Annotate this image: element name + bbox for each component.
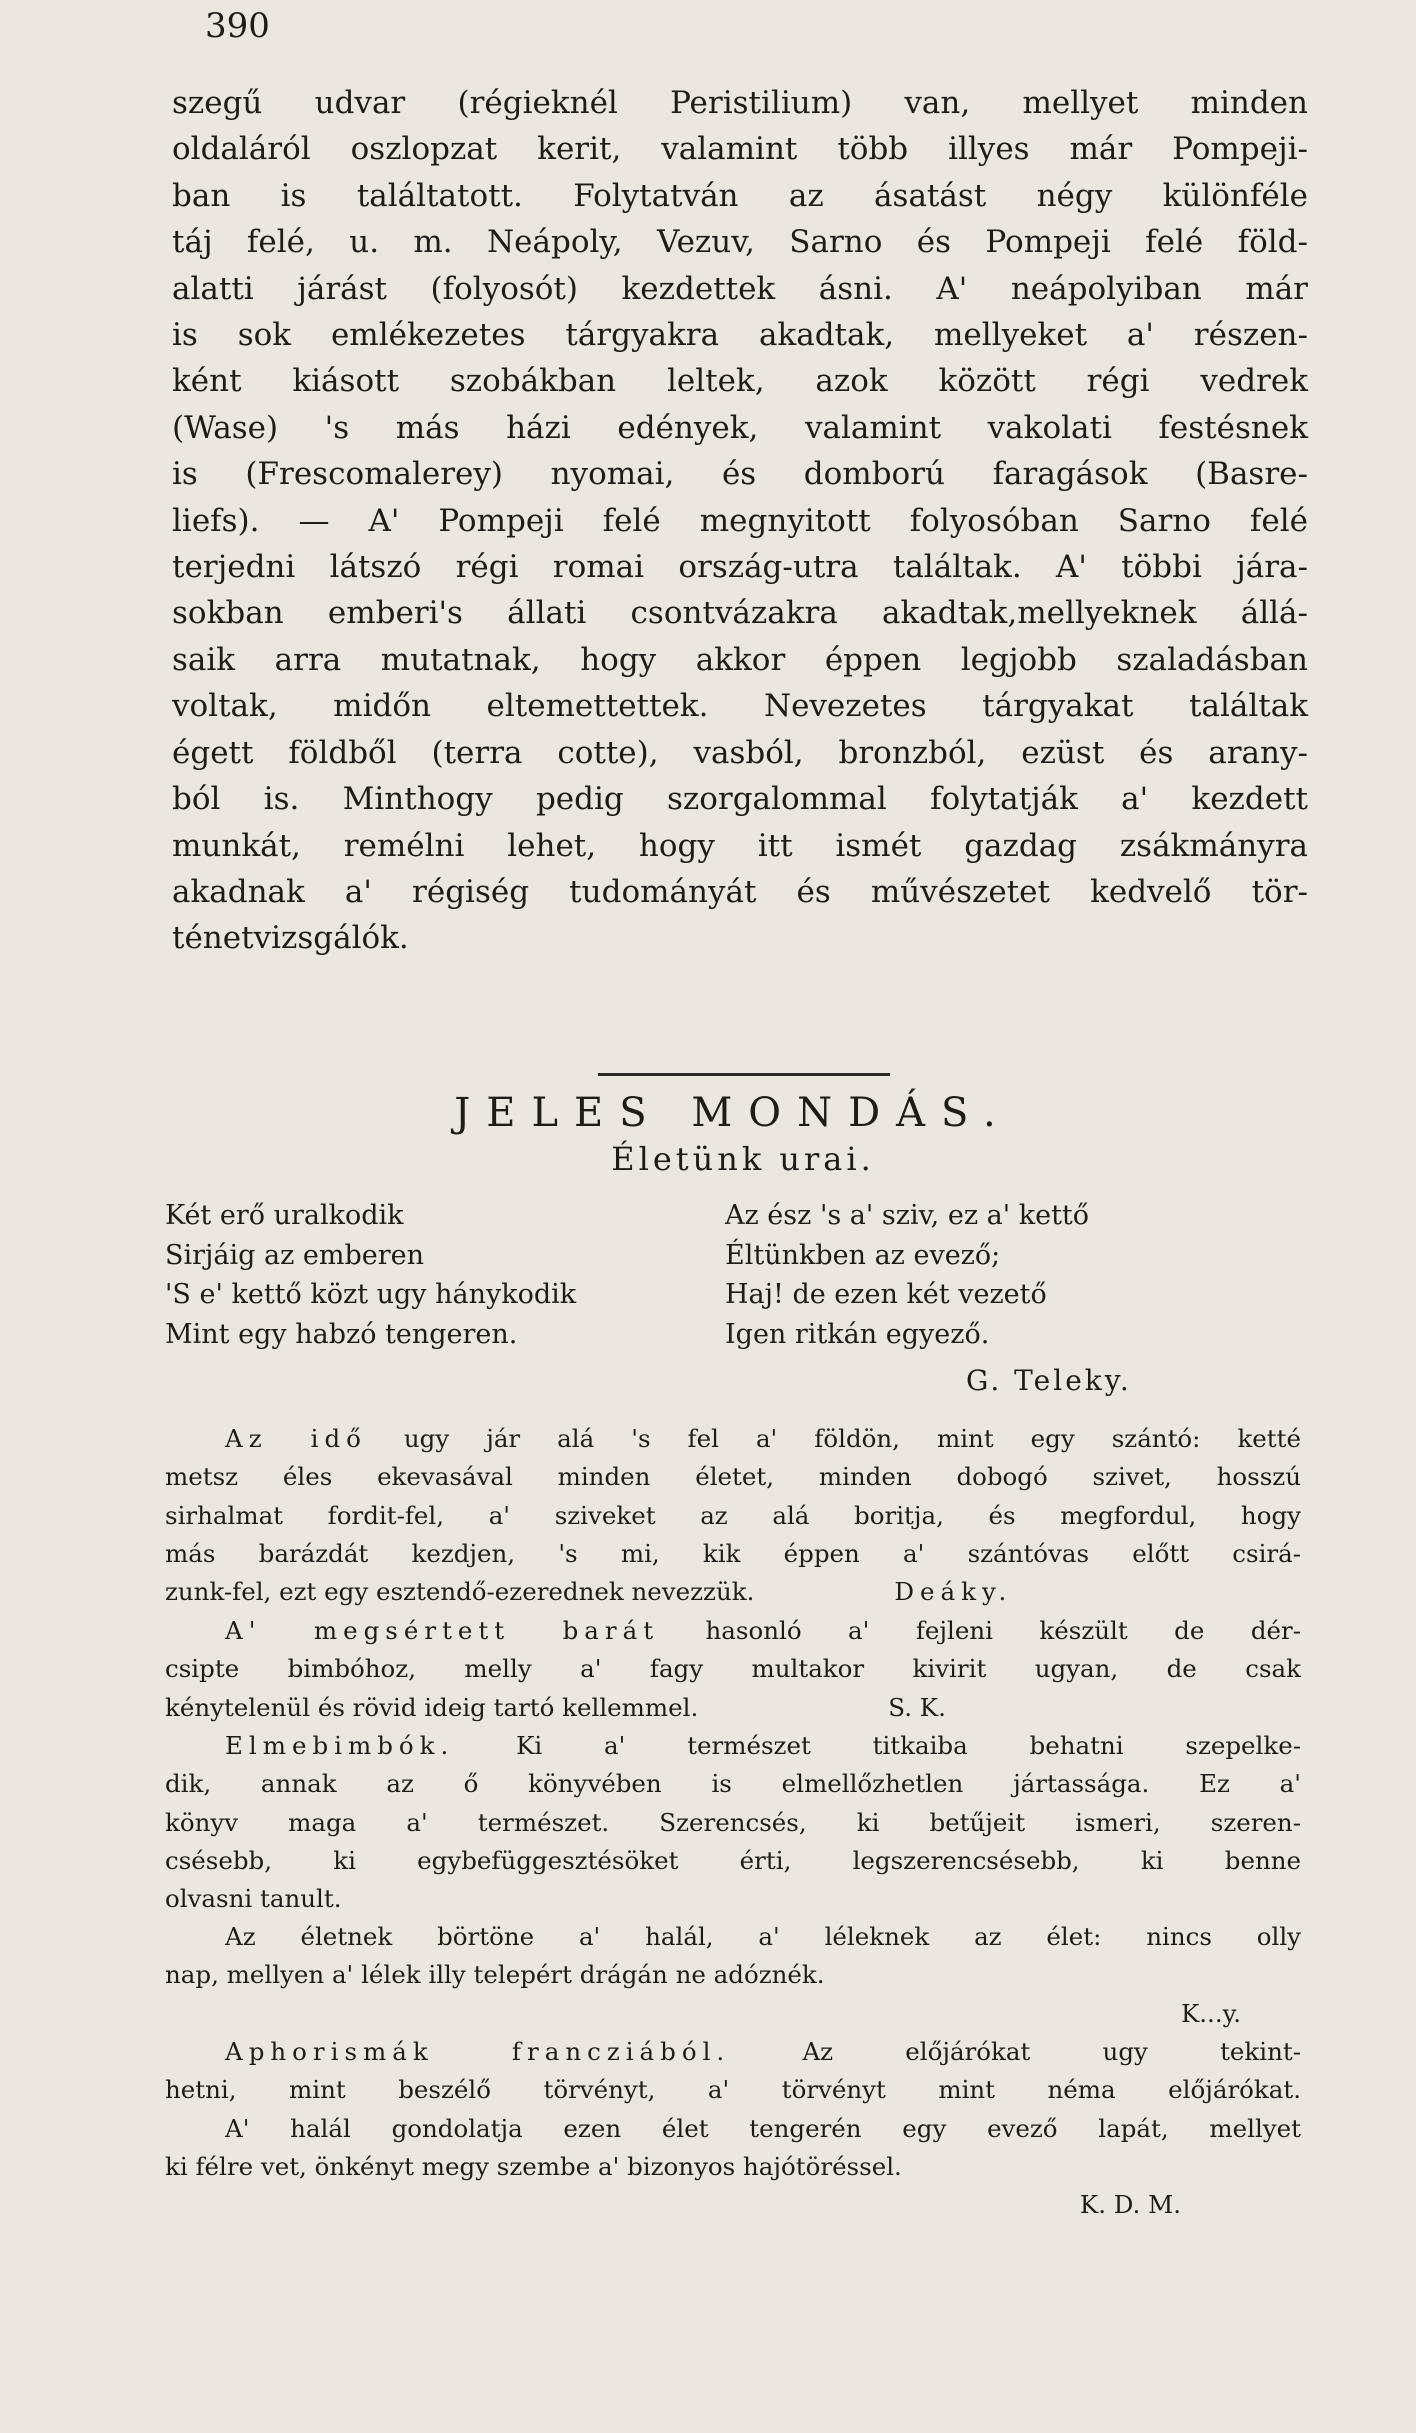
text-line: ból is. Minthogy pedig szorgalommal folytatják a' kezdett	[172, 781, 1308, 818]
poem-line: Két erő uralkodik	[165, 1200, 404, 1231]
saying-line: olvasni tanult.	[165, 1884, 342, 1914]
saying-line	[165, 1689, 1301, 1727]
saying-author: K...y.	[1180, 1998, 1241, 2028]
saying-text: Ki a' természet titkaiba behatni szepelke-	[454, 1731, 1301, 1760]
saying-line: ki félre vet, önkényt megy szembe a' bizonyos hajótöréssel.	[165, 2151, 902, 2181]
poem-title: Életünk urai.	[611, 1140, 875, 1178]
saying-author: S. K.	[888, 1692, 946, 1722]
text-line: munkát, remélni lehet, hogy itt ismét gazdag zsákmányra	[172, 827, 1308, 864]
saying-line	[165, 1612, 1301, 1650]
saying-block	[165, 2033, 1301, 2224]
text-line: alatti járást (folyosót) kezdettek ásni. A' neápolyiban már	[172, 270, 1308, 307]
main-text-block	[172, 80, 1308, 962]
saying-line: nap, mellyen a' lélek illy telepért drágán ne adóznék.	[165, 1960, 825, 1990]
saying-lead: A' megsértett barát	[225, 1616, 660, 1645]
text-line: is (Frescomalerey) nyomai, és domború faragások (Basre-	[172, 456, 1308, 493]
saying-block	[165, 1612, 1301, 1727]
text-line: szegű udvar (régieknél Peristilium) van, mellyet minden	[172, 85, 1308, 121]
poem-line: Éltünkben az evező;	[725, 1239, 1001, 1271]
saying-lead: Az idő	[225, 1424, 367, 1453]
poem-line: Mint egy habzó tengeren.	[165, 1318, 518, 1350]
saying-line: A' halál gondolatja ezen élet tengerén egy evező lapát, mellyet	[225, 2113, 1301, 2143]
saying-line: csipte bimbóhoz, melly a' fagy multakor kivirit ugyan, de csak	[165, 1654, 1301, 1684]
poem-line: 'S e' kettő közt ugy hánykodik	[165, 1279, 577, 1310]
saying-text: kénytelenül és rövid ideig tartó kellemmel.	[165, 1692, 699, 1722]
saying-line: metsz éles ekevasával minden életet, minden dobogó szivet, hosszú	[165, 1462, 1301, 1492]
text-line: ban is találtatott. Folytatván az ásatást négy különféle	[172, 177, 1308, 214]
poem-line: Haj! de ezen két vezető	[725, 1279, 1047, 1310]
saying-text: ugy jár alá 's fel a' földön, mint egy szántó: ketté	[366, 1424, 1301, 1453]
text-line: oldaláról oszlopzat kerit, valamint több illyes már Pompeji-	[172, 131, 1308, 168]
saying-author: Deáky.	[894, 1577, 1013, 1607]
text-line: ként kiásott szobákban leltek, azok között régi vedrek	[172, 363, 1308, 400]
text-line: terjedni látszó régi romai ország-utra találtak. A' többi jára-	[172, 549, 1308, 586]
saying-block	[165, 1420, 1301, 1611]
poem-left-column	[165, 1196, 576, 1354]
saying-block	[165, 1918, 1301, 2033]
saying-block	[165, 1727, 1301, 1918]
text-line: akadnak a' régiség tudományát és művészetet kedvelő tör-	[172, 873, 1308, 910]
saying-line	[165, 1573, 1301, 1611]
saying-line	[165, 1995, 1301, 2033]
saying-text: zunk-fel, ezt egy esztendő-ezerednek nevezzük.	[165, 1577, 755, 1607]
poem-author: G. Teleky.	[966, 1364, 1132, 1397]
poem-right-column	[725, 1196, 1089, 1354]
saying-line: sirhalmat fordit-fel, a' sziveket az alá boritja, és megfordul, hogy	[165, 1500, 1301, 1530]
text-line: ténetvizsgálók.	[172, 920, 409, 957]
text-line: sokban emberi's állati csontvázakra akadtak,mellyeknek állá-	[172, 595, 1308, 632]
text-line: (Wase) 's más házi edények, valamint vakolati festésnek	[172, 409, 1308, 446]
page-number: 390	[205, 6, 270, 46]
poem-line: Igen ritkán egyező.	[725, 1318, 990, 1350]
saying-line: más barázdát kezdjen, 's mi, kik éppen a' szántóvas előtt csirá-	[165, 1538, 1301, 1568]
saying-text: hasonló a' fejleni készült de dér-	[659, 1616, 1301, 1645]
section-divider	[598, 1073, 890, 1076]
poem-line: Sirjáig az emberen	[165, 1239, 425, 1271]
text-line: is sok emlékezetes tárgyakra akadtak, mellyeket a' részen-	[172, 317, 1308, 354]
saying-line: hetni, mint beszélő törvényt, a' törvényt mint néma előjárókat.	[165, 2075, 1301, 2105]
saying-text: Az előjárókat ugy tekint-	[730, 2037, 1301, 2066]
saying-line	[165, 2186, 1301, 2224]
text-line: táj felé, u. m. Neápoly, Vezuv, Sarno és Pompeji felé föld-	[172, 224, 1308, 261]
saying-author: K. D. M.	[1079, 2190, 1181, 2220]
saying-line	[165, 1420, 1301, 1458]
text-line: saik arra mutatnak, hogy akkor éppen legjobb szaladásban	[172, 641, 1308, 678]
saying-line	[165, 1727, 1301, 1765]
text-line: voltak, midőn eltemettettek. Nevezetes tárgyakat találtak	[172, 688, 1308, 725]
saying-line: könyv maga a' természet. Szerencsés, ki betűjeit ismeri, szeren-	[165, 1807, 1301, 1837]
saying-line: csésebb, ki egybefüggesztésöket érti, legszerencsésebb, ki benne	[165, 1845, 1301, 1875]
saying-line: dik, annak az ő könyvében is elmellőzhetlen jártassága. Ez a'	[165, 1769, 1301, 1799]
poem-line: Az ész 's a' sziv, ez a' kettő	[725, 1200, 1090, 1231]
text-line: égett földből (terra cotte), vasból, bronzból, ezüst és arany-	[172, 734, 1308, 771]
text-line: liefs). — A' Pompeji felé megnyitott folyosóban Sarno felé	[172, 502, 1308, 539]
saying-line	[165, 2033, 1301, 2071]
saying-line: Az életnek börtöne a' halál, a' léleknek az élet: nincs olly	[225, 1922, 1301, 1951]
saying-lead: Elmebimbók.	[225, 1731, 455, 1760]
section-heading: JELES MONDÁS.	[454, 1090, 1012, 1136]
saying-lead: Aphorismák francziából.	[225, 2037, 731, 2066]
